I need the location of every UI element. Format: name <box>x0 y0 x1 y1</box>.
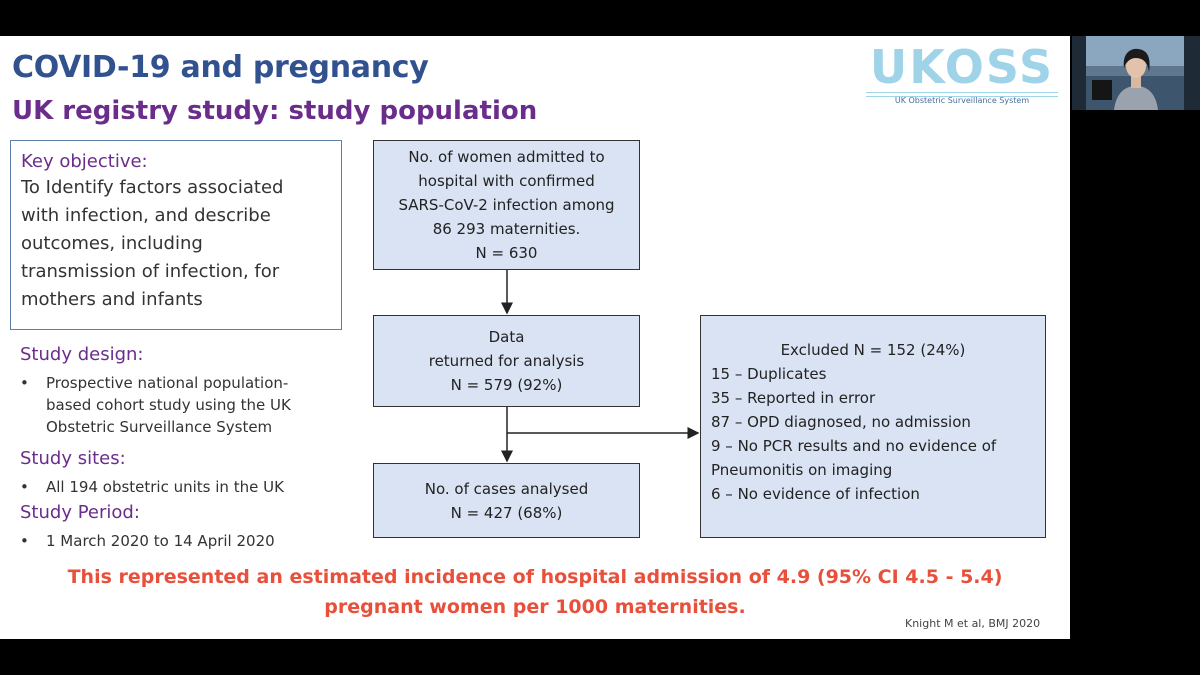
webcam-scene <box>1072 36 1200 110</box>
flow-line: No. of cases analysed <box>424 479 589 498</box>
objective-line: outcomes, including <box>21 233 203 254</box>
flow-line: No. of women admitted to <box>408 148 605 166</box>
slide-title: COVID-19 and pregnancy <box>12 50 429 85</box>
reference-citation: Knight M et al, BMJ 2020 <box>905 617 1041 630</box>
excluded-item: 6 – No evidence of infection <box>711 485 920 503</box>
flow-box-analysed <box>373 463 640 538</box>
bullet-dot: • <box>20 374 29 392</box>
flow-box-returned <box>373 315 640 407</box>
study-design-bullet <box>20 372 320 438</box>
flow-line: SARS-CoV-2 infection among <box>398 196 615 214</box>
study-sites-bullet <box>20 476 320 498</box>
study-design-title: Study design: <box>20 344 144 365</box>
conclusion-line: This represented an estimated incidence of hospital admission of 4.9 (95% CI 4.5 - 5.4) <box>67 566 1003 588</box>
study-sites-title: Study sites: <box>20 448 126 469</box>
study-sites-text: All 194 obstetric units in the UK <box>46 478 284 496</box>
ukoss-logo <box>862 40 1062 105</box>
flow-line: hospital with confirmed <box>418 172 595 190</box>
excluded-item: Pneumonitis on imaging <box>711 461 893 479</box>
excluded-item: 15 – Duplicates <box>711 365 827 383</box>
study-design-line: Obstetric Surveillance System <box>46 418 273 436</box>
flow-line: Data <box>488 328 525 346</box>
flow-box-admitted <box>373 140 640 270</box>
flow-line: returned for analysis <box>428 352 585 370</box>
study-period-bullet <box>20 530 320 552</box>
key-objective-title: Key objective: <box>21 151 148 172</box>
study-design-line: based cohort study using the UK <box>46 396 291 414</box>
bullet-dot: • <box>20 478 29 496</box>
conclusion-line: pregnant women per 1000 maternities. <box>324 596 746 618</box>
study-period-text: 1 March 2020 to 14 April 2020 <box>46 532 275 550</box>
logo-subtext: UK Obstetric Surveillance System <box>894 96 1030 105</box>
objective-line: with infection, and describe <box>21 205 271 226</box>
flow-box-excluded <box>700 315 1046 538</box>
conclusion-text <box>0 562 1070 622</box>
excluded-item: 87 – OPD diagnosed, no admission <box>711 413 971 431</box>
excluded-title: Excluded N = 152 (24%) <box>780 341 966 359</box>
study-period-title: Study Period: <box>20 502 140 523</box>
excluded-item: 35 – Reported in error <box>711 389 876 407</box>
objective-line: mothers and infants <box>21 289 203 310</box>
flow-line: 86 293 maternities. <box>432 220 581 238</box>
excluded-item: 9 – No PCR results and no evidence of <box>711 437 997 455</box>
study-design-line: Prospective national population- <box>46 374 289 392</box>
slide-subtitle: UK registry study: study population <box>12 96 538 126</box>
webcam-thumbnail <box>1072 36 1200 110</box>
bullet-dot: • <box>20 532 29 550</box>
presentation-slide <box>0 36 1070 639</box>
flow-line: N = 579 (92%) <box>450 376 563 394</box>
key-objective-text <box>21 174 331 314</box>
objective-line: To Identify factors associated <box>21 177 284 198</box>
objective-line: transmission of infection, for <box>21 261 280 282</box>
key-objective-box <box>10 140 342 330</box>
flow-line: N = 630 <box>475 244 538 262</box>
logo-text: UKOSS <box>869 40 1055 94</box>
flow-line: N = 427 (68%) <box>450 503 563 522</box>
